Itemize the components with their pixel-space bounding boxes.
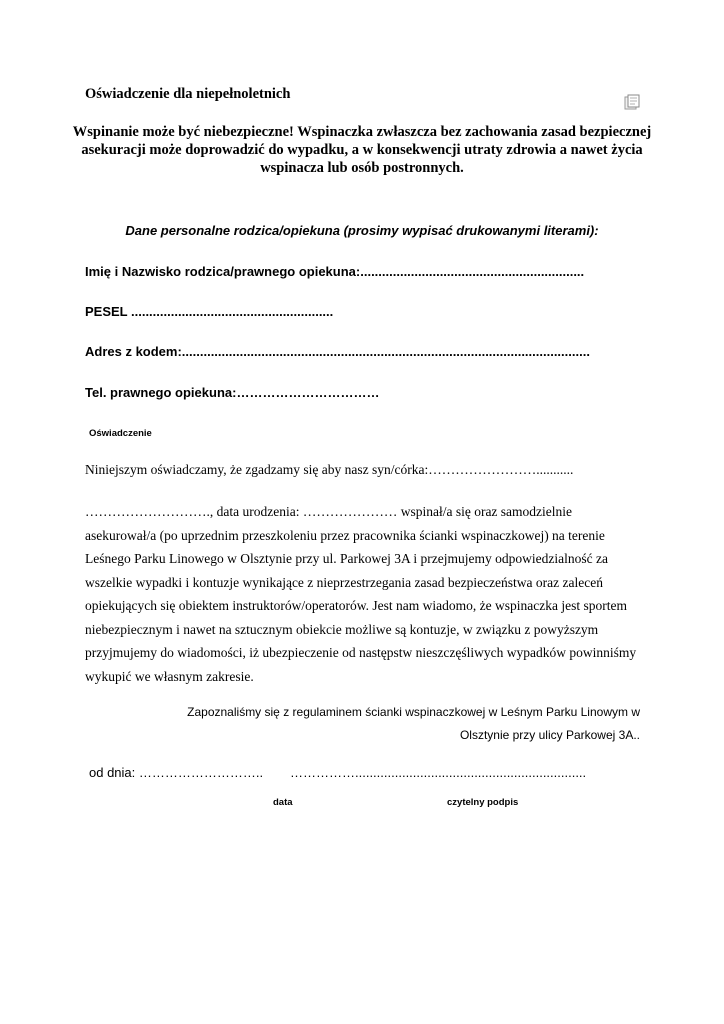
declaration-line: ………………………., data urodzenia: ………………… wspinał/a się oraz samodzielnie [85,504,573,519]
personal-data-heading: Dane personalne rodzica/opiekuna (prosimy wypisać drukowanymi literami): [125,223,599,238]
date-caption: data [273,797,293,808]
declaration-line: Leśnego Parku Linowego w Olsztynie przy ul. Parkowej 3A i przejmujemy odpowiedzialność za [85,551,608,566]
date-field: od dnia: ……………………….. [89,765,264,780]
declaration-line: przyjmujemy do wiadomości, iż ubezpieczenie od następstw nieszczęśliwych wypadków powinniśmy [85,645,637,660]
declaration-line: wykupić we własnym zakresie. [85,668,254,684]
declaration-label: Oświadczenie [89,428,152,439]
guardian-phone-field: Tel. prawnego opiekuna:…………………………… [85,385,380,400]
document-title: Oświadczenie dla niepełnoletnich [85,86,291,102]
declaration-line: asekurował/a (po uprzednim przeszkoleniu przez pracownika ścianki wspinaczkowej) na terenie [85,527,605,543]
warning-text: Wspinanie może być niebezpieczne! Wspinaczka zwłaszcza bez zachowania zasad bezpiecznej asekuracji może doprowadzić do wypadku, a w konsekwencji utraty zdrowia a nawet życia wspinacza lub osób postronnych. [72,124,652,176]
declaration-intro: Niniejszym oświadczamy, że zgadzamy się aby nasz syn/córka:……………………........... [85,462,574,477]
address-field: Adres z kodem:................................................................................................................. [85,344,590,359]
declaration-line: opiekujących się obiektem instruktorów/operatorów. Jest nam wiadomo, że wspinaczka jest sportem [85,598,627,613]
rules-acknowledgement-line-1: Zapoznaliśmy się z regulaminem ścianki wspinaczkowej w Leśnym Parku Linowym w [187,705,640,719]
guardian-name-field: Imię i Nazwisko rodzica/prawnego opiekuna:.............................................................. [85,264,585,279]
declaration-line: wszelkie wypadki i kontuzje wynikające z nieprzestrzegania zasad bezpieczeństwa oraz zaleceń [85,574,603,590]
document-icon [624,94,640,110]
signature-field: ……………................................................................ [290,765,587,780]
rules-acknowledgement-line-2: Olsztynie przy ulicy Parkowej 3A.. [459,728,640,742]
declaration-body [85,500,645,688]
pesel-field: PESEL ........................................................ [85,304,334,319]
signature-caption: czytelny podpis [447,797,519,808]
declaration-line: niebezpiecznym i nawet na sztucznym obiekcie możliwe są kontuzje, w związku z powyższym [85,621,599,637]
